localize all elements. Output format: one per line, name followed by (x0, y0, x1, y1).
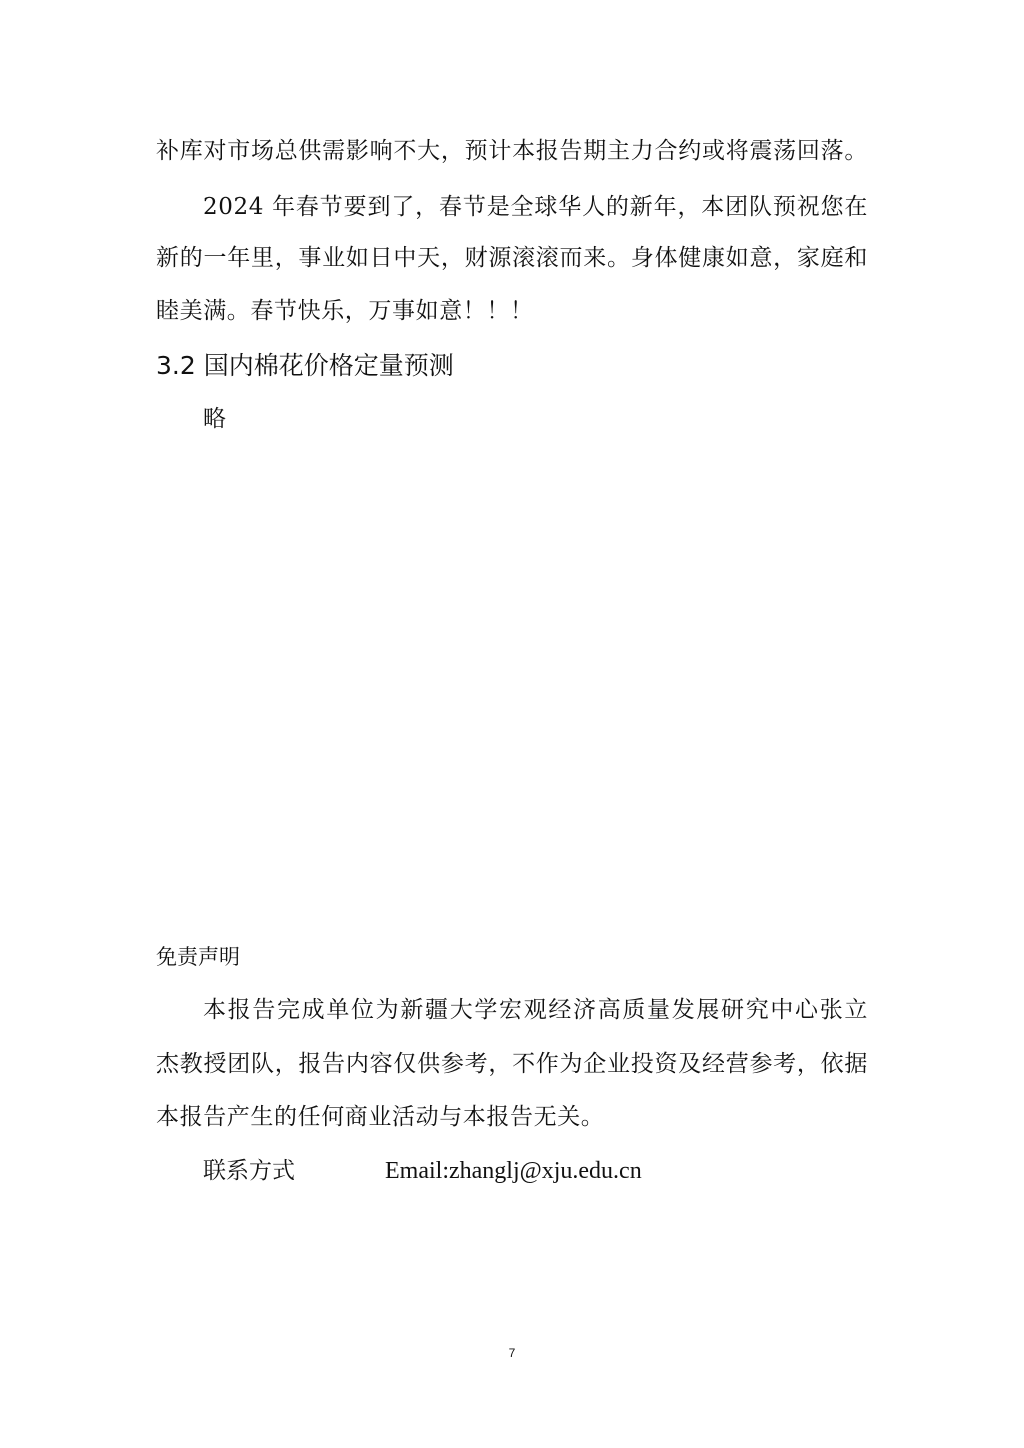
disclaimer-paragraph-line-1: 本报告完成单位为新疆大学宏观经济高质量发展研究中心张立 (203, 997, 868, 1023)
disclaimer-paragraph-line-3: 本报告产生的任何商业活动与本报告无关。 (156, 1104, 605, 1130)
contact-email: Email:zhanglj@xju.edu.cn (385, 1158, 642, 1184)
section-heading: 3.2 国内棉花价格定量预测 (156, 351, 454, 380)
disclaimer-title: 免责声明 (156, 945, 240, 969)
continuation-paragraph-line: 补库对市场总供需影响不大，预计本报告期主力合约或将震荡回落。 (156, 138, 868, 164)
contact-label: 联系方式 (203, 1158, 295, 1184)
greeting-paragraph-line-3: 睦美满。春节快乐，万事如意！！！ (156, 298, 534, 324)
greeting-paragraph-line-1: 2024 年春节要到了，春节是全球华人的新年，本团队预祝您在 (203, 194, 868, 220)
greeting-paragraph-line-2: 新的一年里，事业如日中天，财源滚滚而来。身体健康如意，家庭和 (156, 245, 868, 271)
disclaimer-paragraph-line-2: 杰教授团队，报告内容仅供参考，不作为企业投资及经营参考，依据 (156, 1051, 868, 1077)
page-number: 7 (508, 1346, 516, 1360)
section-body: 略 (203, 406, 227, 432)
